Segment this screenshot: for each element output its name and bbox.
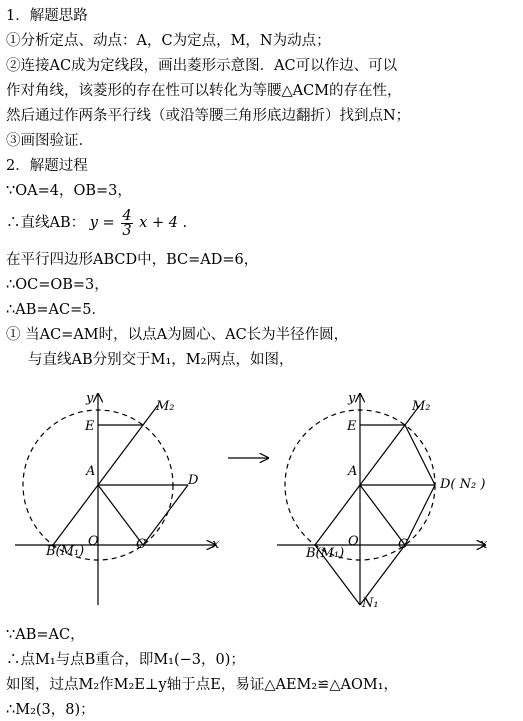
label-N1: N₁ — [362, 596, 379, 611]
geometry-figure — [0, 380, 523, 620]
label-O: O — [348, 534, 359, 549]
label-x: x — [212, 537, 220, 552]
label-B: B(M₁) — [306, 546, 345, 561]
segment-AC — [98, 485, 143, 545]
equation-rhs: x + 4 . — [139, 215, 188, 231]
left-diagram — [15, 394, 215, 605]
text-line: 1．解题思路 — [6, 8, 88, 24]
right-diagram — [277, 394, 485, 605]
label-O: O — [88, 534, 99, 549]
segment-CD — [143, 485, 188, 545]
fraction-numerator: 4 — [122, 207, 132, 224]
label-E: E — [85, 419, 95, 434]
text-line: ②连接AC成为定线段，画出菱形示意图．AC可以作边、可以 — [6, 58, 398, 74]
text-line: ∵AB=AC， — [6, 627, 85, 643]
right-labels — [305, 391, 488, 611]
label-D: D — [188, 473, 199, 488]
equation-lhs: y = — [89, 215, 115, 231]
label-B: B(M₁) — [46, 544, 85, 559]
label-A: A — [348, 464, 358, 479]
line-AB-extended — [315, 405, 420, 545]
label-E: E — [347, 419, 357, 434]
text-line: 在平行四边形ABCD中，BC=AD=6， — [6, 252, 259, 268]
text-line: 与直线AB分别交于M₁，M₂两点，如图， — [28, 352, 294, 368]
text-line: ③画图验证． — [6, 133, 93, 149]
label-A: A — [86, 464, 96, 479]
text-line: 如图，过点M₂作M₂E⊥y轴于点E，易证△AEM₂≌△AOM₁， — [6, 677, 399, 693]
fraction — [121, 209, 132, 238]
label-M2: M₂ — [156, 399, 175, 414]
text-line: ∴M₂(3，8)； — [6, 702, 95, 718]
line-AB-extended — [53, 405, 158, 545]
text-line: ∴OC=OB=3， — [6, 277, 109, 293]
equation-line — [6, 208, 187, 238]
text-line: 2．解题过程 — [6, 158, 88, 174]
label-C: C — [136, 537, 146, 552]
text-line: ①分析定点、动点：A，C为定点，M，N为动点； — [6, 33, 331, 49]
label-y: y — [348, 391, 356, 406]
label-x: x — [480, 537, 488, 552]
label-D-N2: D( N₂ ) — [440, 477, 486, 492]
text-line: ① 当AC=AM时，以点A为圆心、AC长为半径作圆， — [6, 327, 349, 343]
equation-prefix: ∴直线AB： — [6, 215, 86, 231]
text-line: ∴点M₁与点B重合，即M₁(−3，0)； — [6, 652, 245, 668]
text-line: 然后通过作两条平行线（或沿等腰三角形底边翻折）找到点N； — [6, 108, 411, 124]
text-line: ∴AB=AC=5． — [6, 302, 106, 318]
segment-M2-D — [405, 425, 435, 485]
fraction-denominator: 3 — [122, 222, 132, 239]
segment-AC — [360, 485, 405, 545]
segment-CD — [405, 485, 435, 545]
left-labels — [45, 391, 220, 559]
label-y: y — [86, 391, 94, 406]
text-line: 作对角线，该菱形的存在性可以转化为等腰△ACM的存在性， — [6, 83, 402, 99]
label-M2: M₂ — [412, 399, 431, 414]
text-line: ∵OA=4，OB=3， — [6, 183, 132, 199]
label-C: C — [398, 537, 408, 552]
